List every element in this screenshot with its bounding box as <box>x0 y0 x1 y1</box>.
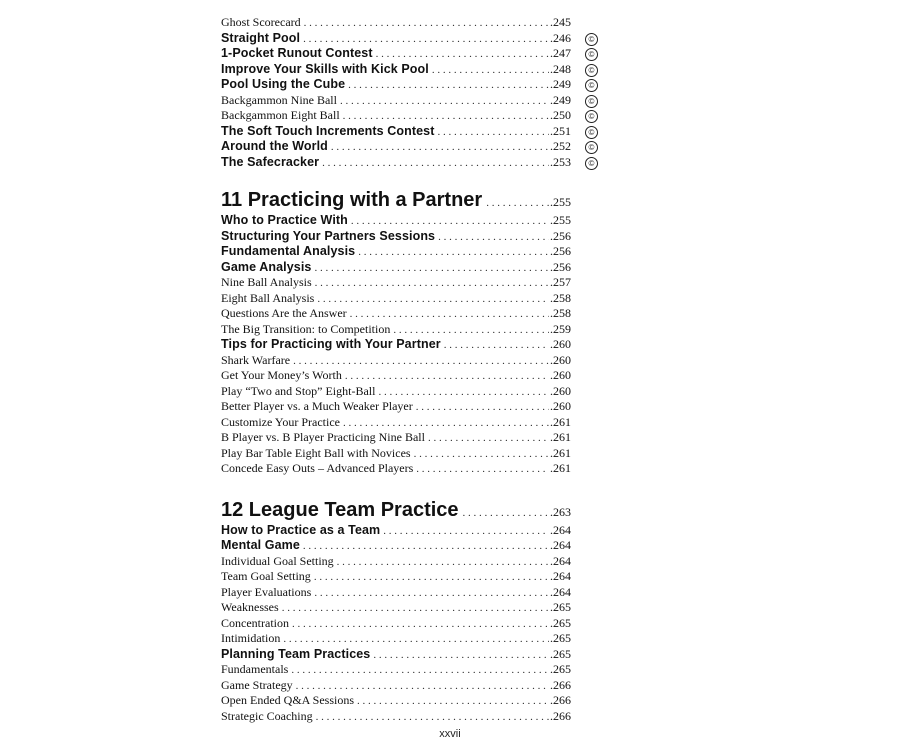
dot-leader <box>331 140 549 156</box>
chapter-heading[interactable] <box>221 187 571 213</box>
entry-title: The Safecracker <box>221 154 320 169</box>
entry-title: Concentration <box>221 615 289 630</box>
dot-leader <box>428 431 549 447</box>
toc-entry[interactable] <box>221 108 595 124</box>
toc-entry[interactable] <box>221 662 571 678</box>
entry-page: .256 <box>550 228 571 243</box>
dot-leader <box>432 63 549 79</box>
toc-entry[interactable] <box>221 585 571 601</box>
dot-leader <box>414 447 549 463</box>
section-spacer <box>221 170 571 187</box>
dot-leader <box>343 109 549 125</box>
entry-title: Play Bar Table Eight Ball with Novices <box>221 445 411 460</box>
dot-leader <box>438 230 549 246</box>
entry-title: Weaknesses <box>221 600 279 614</box>
entry-title: Improve Your Skills with Kick Pool <box>221 61 429 76</box>
entry-page: .261 <box>550 414 571 429</box>
toc-entry[interactable] <box>221 647 571 663</box>
toc-entry[interactable] <box>221 275 571 291</box>
toc-entry[interactable] <box>221 353 571 369</box>
entry-title: Intimidation <box>221 631 281 645</box>
entry-title: Mental Game <box>221 538 300 552</box>
dot-leader <box>416 462 549 478</box>
entry-title: Planning Team Practices <box>221 646 371 661</box>
entry-page: .260 <box>550 383 571 398</box>
dot-leader <box>282 601 549 617</box>
entry-page: .253 <box>550 154 571 169</box>
entry-page: .246 <box>550 30 571 45</box>
dot-leader <box>303 32 549 48</box>
entry-title: The Big Transition: to Competition <box>221 321 391 336</box>
toc-entry[interactable] <box>221 154 595 171</box>
dot-leader <box>393 323 549 339</box>
entry-page: .257 <box>550 275 571 289</box>
entry-title: Play “Two and Stop” Eight-Ball <box>221 383 376 398</box>
entry-page: .264 <box>550 553 571 568</box>
toc-entry[interactable] <box>221 322 571 338</box>
entry-page: .266 <box>550 677 571 692</box>
dot-leader <box>296 679 549 695</box>
toc-entry[interactable] <box>221 61 595 78</box>
toc-entry[interactable] <box>221 244 571 260</box>
entry-page: .265 <box>550 646 571 661</box>
chapter-title: 12 League Team Practice <box>221 498 459 521</box>
toc-entry[interactable] <box>221 291 571 307</box>
entry-title: Open Ended Q&A Sessions <box>221 693 354 707</box>
toc-entry[interactable] <box>221 123 595 140</box>
toc-entry[interactable] <box>221 260 571 276</box>
entry-title: Ghost Scorecard <box>221 15 301 29</box>
copyright-badge-icon: © <box>585 126 598 139</box>
entry-title: Better Player vs. a Much Weaker Player <box>221 399 413 413</box>
table-of-contents <box>221 15 595 724</box>
toc-entry[interactable] <box>221 523 571 539</box>
toc-entry[interactable] <box>221 46 595 62</box>
entry-page: .260 <box>550 352 571 367</box>
dot-leader <box>315 276 549 292</box>
entry-page: .261 <box>550 461 571 475</box>
dot-leader <box>438 125 550 141</box>
dot-leader <box>376 47 549 63</box>
toc-entry[interactable] <box>221 77 595 93</box>
entry-page: .252 <box>550 139 571 153</box>
toc-entry[interactable] <box>221 384 571 400</box>
copyright-badge-icon: © <box>585 33 598 46</box>
toc-entry[interactable] <box>221 461 571 477</box>
dot-leader <box>416 400 549 416</box>
copyright-badge-icon: © <box>585 64 598 77</box>
dot-leader <box>348 78 549 94</box>
copyright-badge-icon: © <box>585 95 598 108</box>
toc-entry[interactable] <box>221 430 571 446</box>
entry-page: .265 <box>550 615 571 630</box>
toc-entry[interactable] <box>221 15 571 31</box>
toc-entry[interactable] <box>221 306 571 322</box>
entry-title: Straight Pool <box>221 30 301 45</box>
entry-title: Backgammon Eight Ball <box>221 108 340 122</box>
entry-title: Customize Your Practice <box>221 414 340 429</box>
chapter-page: .263 <box>550 504 571 519</box>
entry-title: Player Evaluations <box>221 584 312 599</box>
entry-page: .255 <box>550 213 571 227</box>
entry-page: .265 <box>550 600 571 614</box>
dot-leader <box>337 555 549 571</box>
dot-leader <box>291 663 549 679</box>
entry-page: .265 <box>550 662 571 676</box>
toc-entry[interactable] <box>221 229 571 245</box>
toc-entry[interactable] <box>221 538 571 554</box>
entry-title: Concede Easy Outs – Advanced Players <box>221 461 414 475</box>
entry-title: Shark Warfare <box>221 352 291 367</box>
dot-leader <box>317 292 549 308</box>
dot-leader <box>304 16 549 32</box>
dot-leader <box>357 694 549 710</box>
entry-title: Team Goal Setting <box>221 569 311 583</box>
entry-title: Around the World <box>221 139 328 153</box>
entry-page: .261 <box>550 445 571 460</box>
toc-entry[interactable] <box>221 92 595 109</box>
dot-leader <box>351 214 549 230</box>
toc-entry[interactable] <box>221 399 571 415</box>
entry-page: .256 <box>550 259 571 274</box>
dot-leader <box>314 261 549 277</box>
toc-entry[interactable] <box>221 600 571 616</box>
copyright-badge-icon: © <box>585 48 598 61</box>
dot-leader <box>373 648 549 664</box>
entry-page: .250 <box>550 108 571 122</box>
dot-leader <box>293 354 549 370</box>
entry-title: Eight Ball Analysis <box>221 290 315 305</box>
entry-page: .266 <box>550 708 571 723</box>
dot-leader <box>345 369 549 385</box>
entry-title: Tips for Practicing with Your Partner <box>221 337 441 351</box>
toc-entry[interactable] <box>221 446 571 462</box>
toc-entry[interactable] <box>221 139 595 155</box>
dot-leader <box>340 94 549 110</box>
dot-leader <box>314 586 549 602</box>
toc-entry[interactable] <box>221 337 571 353</box>
entry-page: .247 <box>550 46 571 60</box>
toc-entry[interactable] <box>221 678 571 694</box>
chapter-page: .255 <box>550 195 571 209</box>
entry-title: Nine Ball Analysis <box>221 275 312 289</box>
entry-page: .248 <box>550 61 571 76</box>
entry-page: .260 <box>550 368 571 382</box>
toc-entry[interactable] <box>221 569 571 585</box>
entry-title: Individual Goal Setting <box>221 553 334 568</box>
entry-title: Game Strategy <box>221 677 293 692</box>
dot-leader <box>383 524 549 540</box>
toc-entry[interactable] <box>221 368 571 384</box>
entry-title: Game Analysis <box>221 259 312 274</box>
entry-page: .256 <box>550 244 571 258</box>
chapter-heading[interactable] <box>221 497 571 523</box>
copyright-badge-icon: © <box>585 141 598 154</box>
entry-page: .258 <box>550 290 571 305</box>
chapter-title: 11 Practicing with a Partner <box>221 189 483 211</box>
entry-page: .264 <box>550 569 571 583</box>
entry-page: .265 <box>550 631 571 645</box>
copyright-badge-icon: © <box>585 79 598 92</box>
entry-page: .261 <box>550 430 571 444</box>
entry-page: .264 <box>550 584 571 599</box>
copyright-badge-icon: © <box>585 110 598 123</box>
entry-page: .264 <box>550 538 571 552</box>
entry-page: .260 <box>550 399 571 413</box>
entry-title: B Player vs. B Player Practicing Nine Ball <box>221 430 425 444</box>
copyright-badge-icon: © <box>585 157 598 170</box>
entry-title: Get Your Money’s Worth <box>221 368 342 382</box>
toc-entry[interactable] <box>221 415 571 431</box>
dot-leader <box>322 156 549 172</box>
toc-entry[interactable] <box>221 30 595 47</box>
entry-page: .249 <box>550 77 571 91</box>
entry-title: Fundamental Analysis <box>221 244 356 258</box>
entry-page: .259 <box>550 321 571 336</box>
toc-entry[interactable] <box>221 554 571 570</box>
section-spacer <box>221 477 571 497</box>
entry-page: .245 <box>550 15 571 29</box>
dot-leader <box>292 617 549 633</box>
entry-title: 1-Pocket Runout Contest <box>221 46 373 60</box>
entry-title: Fundamentals <box>221 662 289 676</box>
dot-leader <box>378 385 549 401</box>
toc-entry[interactable] <box>221 709 571 725</box>
entry-page: .260 <box>550 337 571 351</box>
entry-page: .258 <box>550 306 571 320</box>
dot-leader <box>444 338 549 354</box>
dot-leader <box>314 570 549 586</box>
page-number: xxvii <box>439 728 461 740</box>
entry-title: Backgammon Nine Ball <box>221 92 337 107</box>
dot-leader <box>303 539 549 555</box>
dot-leader <box>283 632 549 648</box>
dot-leader <box>316 710 549 726</box>
entry-page: .264 <box>550 522 571 537</box>
entry-page: .266 <box>550 693 571 707</box>
toc-entry[interactable] <box>221 616 571 632</box>
entry-title: Structuring Your Partners Sessions <box>221 228 436 243</box>
toc-entry[interactable] <box>221 631 571 647</box>
entry-title: Pool Using the Cube <box>221 77 346 91</box>
dot-leader <box>358 245 549 261</box>
entry-title: How to Practice as a Team <box>221 522 381 537</box>
entry-page: .251 <box>550 123 571 138</box>
toc-entry[interactable] <box>221 693 571 709</box>
entry-title: The Soft Touch Increments Contest <box>221 123 435 138</box>
entry-title: Strategic Coaching <box>221 708 313 723</box>
entry-page: .249 <box>550 92 571 107</box>
dot-leader <box>350 307 549 323</box>
dot-leader <box>343 416 549 432</box>
entry-title: Who to Practice With <box>221 213 348 227</box>
entry-title: Questions Are the Answer <box>221 306 347 320</box>
toc-entry[interactable] <box>221 213 571 229</box>
